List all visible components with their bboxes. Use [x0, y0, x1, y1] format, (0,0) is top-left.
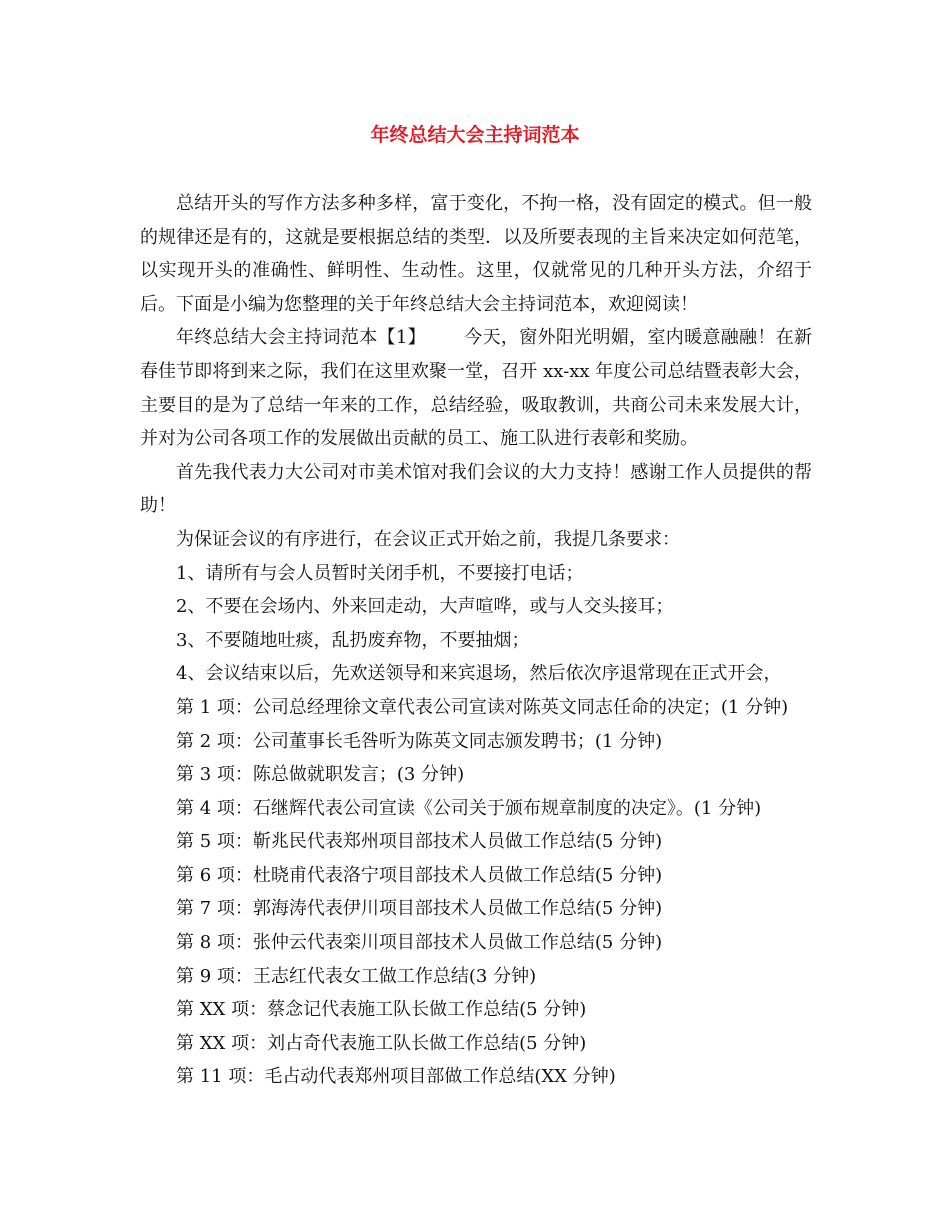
section-label: 年终总结大会主持词范本【1】 [176, 327, 426, 349]
agenda-item: 第 6 项：杜晓甫代表洛宁项目部技术人员做工作总结(5 分钟) [176, 864, 663, 886]
agenda-item: 第 XX 项：蔡念记代表施工队长做工作总结(5 分钟) [176, 999, 587, 1021]
agenda-item: 第 9 项：王志红代表女工做工作总结(3 分钟) [176, 965, 537, 987]
requirements-intro: 为保证会议的有序进行，在会议正式开始之前，我提几条要求： [176, 528, 680, 550]
document-body [140, 187, 812, 1094]
requirement-item: 1、请所有与会人员暂时关闭手机，不要接打电话； [176, 562, 584, 584]
section-paragraph [140, 321, 812, 455]
document-title: 年终总结大会主持词范本 [370, 124, 580, 146]
agenda-item: 第 8 项：张仲云代表栾川项目部技术人员做工作总结(5 分钟) [176, 932, 663, 954]
thanks-paragraph: 首先我代表力大公司对市美术馆对我们会议的大力支持！感谢工作人员提供的帮助！ [140, 461, 812, 517]
agenda-item: 第 XX 项：刘占奇代表施工队长做工作总结(5 分钟) [176, 1032, 587, 1054]
agenda-item: 第 4 项：石继辉代表公司宣读《公司关于颁布规章制度的决定》。(1 分钟) [176, 797, 762, 819]
agenda-item: 第 11 项：毛占动代表郑州项目部做工作总结(XX 分钟) [176, 1066, 616, 1088]
requirement-item: 4、会议结束以后，先欢送领导和来宾退场，然后依次序退常现在正式开会， [176, 663, 782, 685]
agenda-item: 第 2 项：公司董事长毛咎听为陈英文同志颁发聘书；(1 分钟) [176, 730, 663, 752]
agenda-item: 第 1 项：公司总经理徐文章代表公司宣读对陈英文同志任命的决定；(1 分钟) [176, 696, 789, 718]
requirement-item: 3、不要随地吐痰，乱扔废弃物，不要抽烟； [176, 629, 530, 651]
intro-paragraph: 总结开头的写作方法多种多样，富于变化，不拘一格，没有固定的模式。但一般的规律还是有的，这就是要根据总结的类型．以及所要表现的主旨来决定如何范笔，以实现开头的准确性、鲜明性、生动性。这里，仅就常见的几种开头方法，介绍于后。下面是小编为您整理的关于年终总结大会主持词范本，欢迎阅读！ [140, 193, 812, 315]
agenda-item: 第 7 项：郭海涛代表伊川项目部技术人员做工作总结(5 分钟) [176, 898, 663, 920]
agenda-item: 第 5 项：靳兆民代表郑州项目部技术人员做工作总结(5 分钟) [176, 831, 663, 853]
agenda-item: 第 3 项：陈总做就职发言；(3 分钟) [176, 764, 465, 786]
section-text: 今天，窗外阳光明媚，室内暖意融融！在新春佳节即将到来之际，我们在这里欢聚一堂，召开 xx-xx 年度公司总结暨表彰大会，主要目的是为了总结一年来的工作，总结经验，吸取教训，共商公司未来发展大计，并对为公司各项工作的发展做出贡献的员工、施工队进行表彰和奖励。 [140, 327, 813, 450]
requirement-item: 2、不要在会场内、外来回走动，大声喧哗，或与人交头接耳； [176, 596, 674, 618]
